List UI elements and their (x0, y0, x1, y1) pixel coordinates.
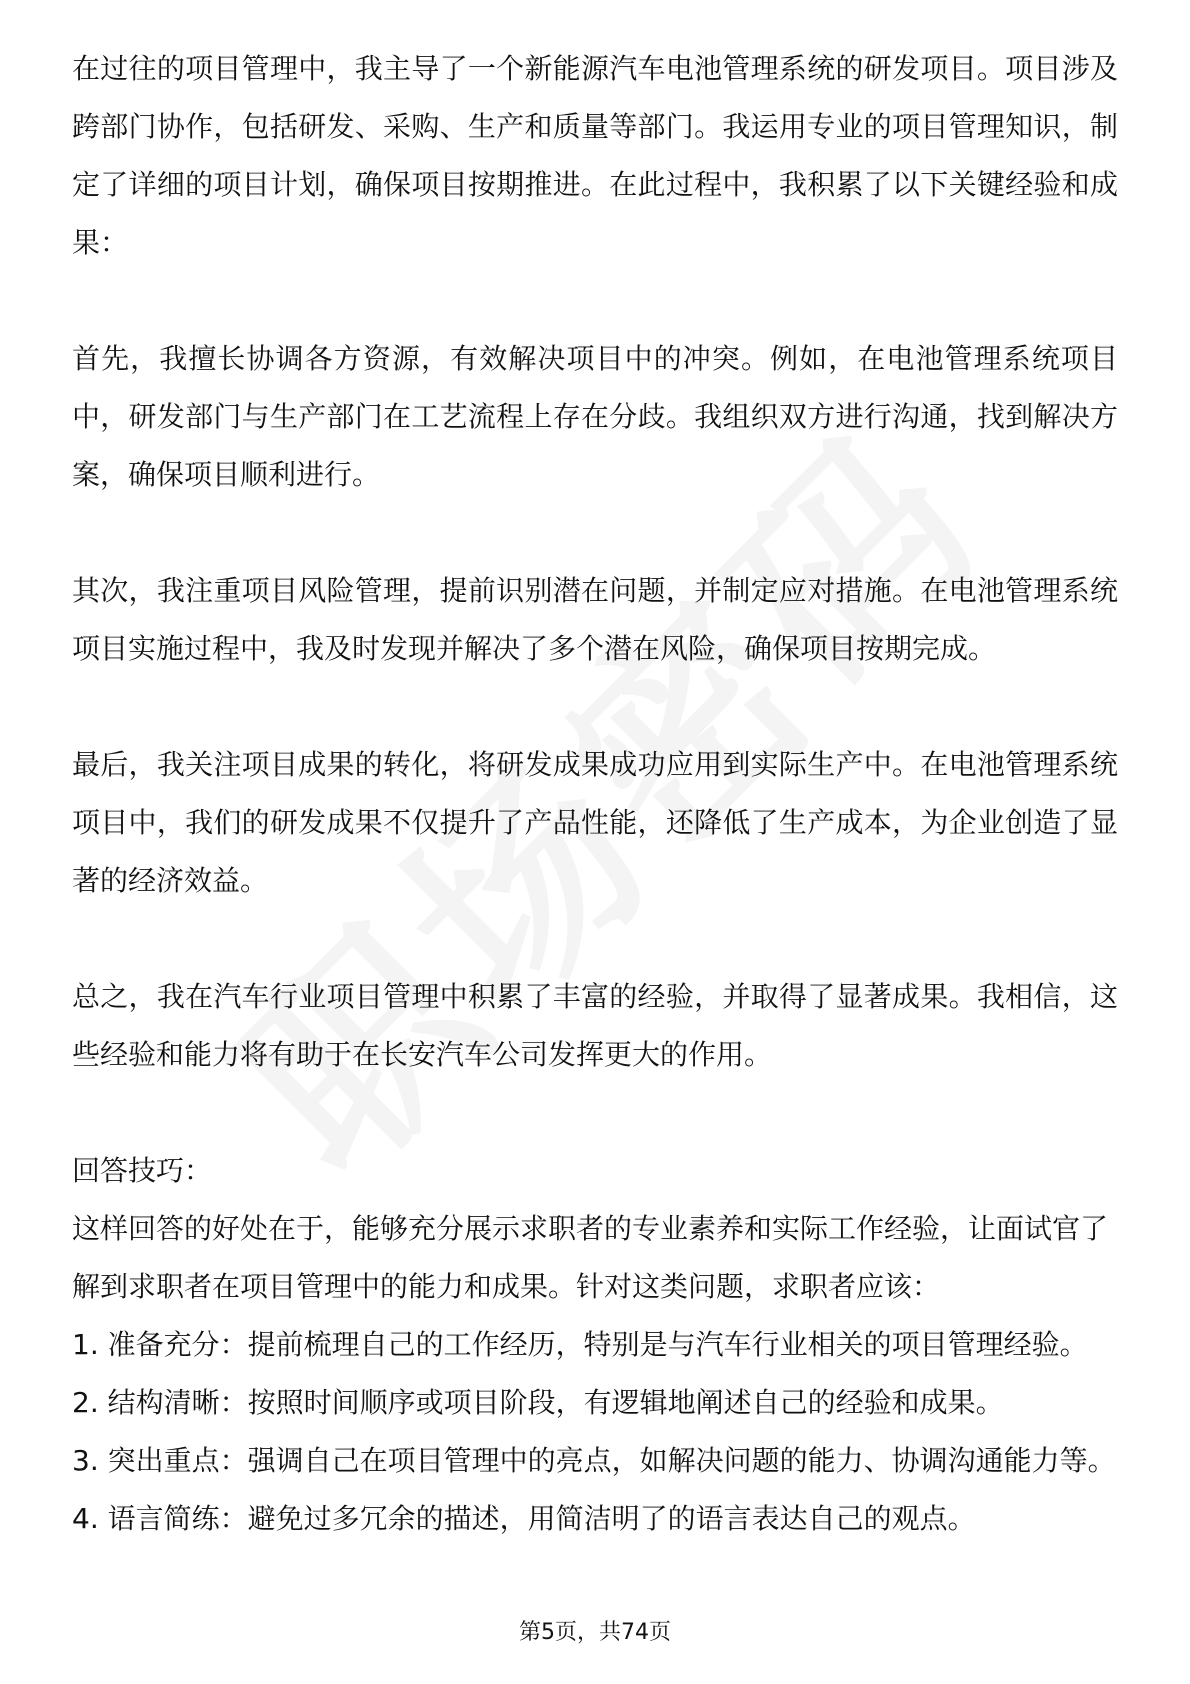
tip-item: 2. 结构清晰：按照时间顺序或项目阶段，有逻辑地阐述自己的经验和成果。 (72, 1386, 1004, 1419)
paragraph-summary: 总之，我在汽车行业项目管理中积累了丰富的经验，并取得了显著成果。我相信，这些经验和能力将有助于在长安汽车公司发挥更大的作用。 (72, 980, 1118, 1071)
tips-section (72, 1142, 1118, 1548)
tip-item: 3. 突出重点：强调自己在项目管理中的亮点，如解决问题的能力、协调沟通能力等。 (72, 1444, 1116, 1477)
paragraph-first: 首先，我擅长协调各方资源，有效解决项目中的冲突。例如，在电池管理系统项目中，研发部门与生产部门在工艺流程上存在分歧。我组织双方进行沟通，找到解决方案，确保项目顺利进行。 (72, 342, 1118, 491)
tip-item: 1. 准备充分：提前梳理自己的工作经历，特别是与汽车行业相关的项目管理经验。 (72, 1328, 1088, 1361)
paragraph-intro: 在过往的项目管理中，我主导了一个新能源汽车电池管理系统的研发项目。项目涉及跨部门协作，包括研发、采购、生产和质量等部门。我运用专业的项目管理知识，制定了详细的项目计划，确保项目按期推进。在此过程中，我积累了以下关键经验和成果： (72, 52, 1118, 259)
tips-title: 回答技巧： (72, 1154, 213, 1187)
page-number: 第5页，共74页 (519, 1620, 671, 1645)
tips-intro: 这样回答的好处在于，能够充分展示求职者的专业素养和实际工作经验，让面试官了解到求职者在项目管理中的能力和成果。针对这类问题，求职者应该： (72, 1212, 1109, 1303)
tip-item: 4. 语言简练：避免过多冗余的描述，用简洁明了的语言表达自己的观点。 (72, 1502, 976, 1535)
document-body (72, 40, 1118, 1548)
paragraph-last: 最后，我关注项目成果的转化，将研发成果成功应用到实际生产中。在电池管理系统项目中，我们的研发成果不仅提升了产品性能，还降低了生产成本，为企业创造了显著的经济效益。 (72, 748, 1118, 897)
paragraph-second: 其次，我注重项目风险管理，提前识别潜在问题，并制定应对措施。在电池管理系统项目实施过程中，我及时发现并解决了多个潜在风险，确保项目按期完成。 (72, 574, 1118, 665)
